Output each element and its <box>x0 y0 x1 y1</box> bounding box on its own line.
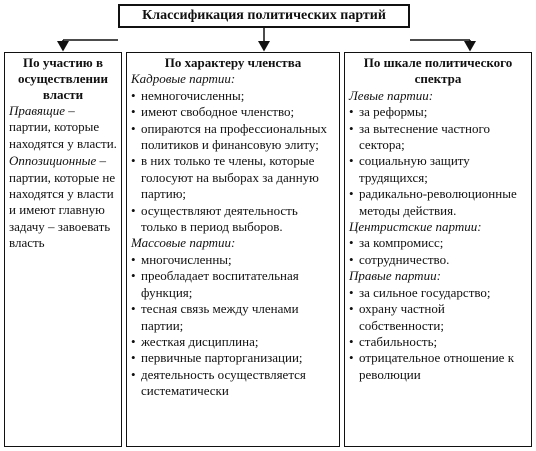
list-item: • охрану частной собственности; <box>349 301 527 334</box>
column-heading: По участию в осуществлении власти <box>17 55 109 102</box>
list-item: • сотрудничество. <box>349 252 527 268</box>
list-right <box>349 285 527 383</box>
list-item: • осуществляют деятельность только в период выборов. <box>131 203 335 236</box>
column-participation <box>4 52 122 447</box>
list-item: • многочисленны; <box>131 252 335 268</box>
list-item: • тесная связь между членами партии; <box>131 301 335 334</box>
group-label-right: Правые партии: <box>349 268 441 284</box>
paragraph-lead: Оппозиционные <box>9 153 97 169</box>
list-item: • радикально-революционные методы действия. <box>349 186 527 219</box>
column-heading: По характеру членства <box>164 55 302 70</box>
list-item: • за сильное государство; <box>349 285 527 301</box>
column-membership <box>126 52 340 447</box>
group-label-left: Левые партии: <box>349 87 434 103</box>
paragraph-text: – партии, которые не находятся у власти и имеют главную задачу – завоевать власть <box>9 153 116 251</box>
paragraph-text: – партии, которые находятся у власти. <box>9 103 117 151</box>
list-centrist <box>349 235 527 268</box>
paragraph-ruling <box>9 103 117 152</box>
list-item: • отрицательное отношение к революции <box>349 350 527 383</box>
list-item: • опираются на профессиональных политиков и финансовую элиту; <box>131 121 335 154</box>
column-heading: По шкале политического спектра <box>363 55 513 87</box>
list-item: • преобладает воспитательная функция; <box>131 268 335 301</box>
list-left <box>349 104 527 219</box>
list-cadre <box>131 88 335 236</box>
list-item: • в них только те члены, которые голосуют на выборах за данную партию; <box>131 153 335 202</box>
group-label-mass: Массовые партии: <box>131 235 236 251</box>
paragraph-opposition <box>9 153 117 251</box>
list-item: • жесткая дисциплина; <box>131 334 335 350</box>
list-mass <box>131 252 335 400</box>
paragraph-lead: Правящие <box>9 103 65 118</box>
list-item: • деятельность осуществляется систематически <box>131 367 335 400</box>
list-item: • за компромисс; <box>349 235 527 251</box>
list-item: • за реформы; <box>349 104 527 120</box>
list-item: • за вытеснение частного сектора; <box>349 121 527 154</box>
diagram-title: Классификация политических партий <box>118 4 410 28</box>
list-item: • имеют свободное членство; <box>131 104 335 120</box>
list-item: • немногочисленны; <box>131 88 335 104</box>
list-item: • социальную защиту трудящихся; <box>349 153 527 186</box>
column-spectrum <box>344 52 532 447</box>
list-item: • стабильность; <box>349 334 527 350</box>
list-item: • первичные парторганизации; <box>131 350 335 366</box>
group-label-centrist: Центристские партии: <box>349 219 482 235</box>
group-label-cadre: Кадровые партии: <box>131 71 236 87</box>
